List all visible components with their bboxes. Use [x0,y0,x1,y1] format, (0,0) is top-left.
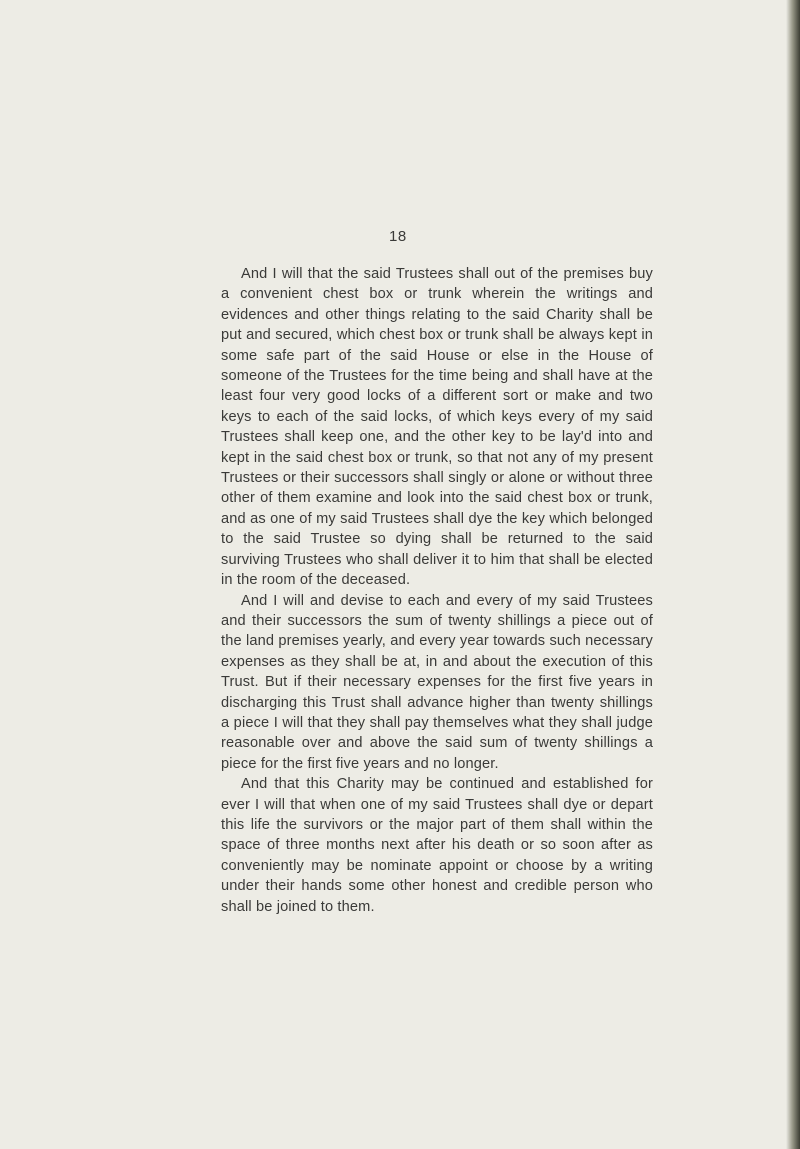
page-number: 18 [389,228,407,245]
paragraph: And I will and devise to each and every of my said Trustees and their successors the sum of twenty shillings a piece out of the land premises yearly, and every year towards such necessary expenses as they shall be at, in and about the execution of this Trust. But if their necessary expenses for the first five years in discharging this Trust shall advance higher than twenty shillings a piece I will that they shall pay themselves what they shall judge reasonable over and above the said sum of twenty shillings a piece for the first five years and no longer. [221,592,653,772]
paragraph: And I will that the said Trustees shall out of the premises buy a convenient chest box or trunk wherein the writings and evidences and other things relating to the said Charity shall be put and secured, which chest box or trunk shall be always kept in some safe part of the said House or else in the House of someone of the Trustees for the time being and shall have at the least four very good locks of a different sort or make and two keys to each of the said locks, of which keys every of my said Trustees shall keep one, and the other key to be lay'd into and kept in the said chest box or trunk, so that not any of my present Trustees or their successors shall singly or alone or without three other of them examine and look into the said chest box or trunk, and as one of my said Trustees shall dye the key which belonged to the said Trustee so dying shall be returned to the said surviving Trustees who shall deliver it to him that shall be elected in the room of the deceased. [221,266,653,589]
paragraph: And that this Charity may be continued and established for ever I will that when one of my said Trustees shall dye or depart this life the survivors or the major part of them shall within the space of three months next after his death or so soon after as conveniently may be nominate appoint or choose by a writing under their hands some other honest and credible person who shall be joined to them. [221,776,653,915]
page-edge-shadow [786,0,800,1149]
body-text [221,264,653,917]
